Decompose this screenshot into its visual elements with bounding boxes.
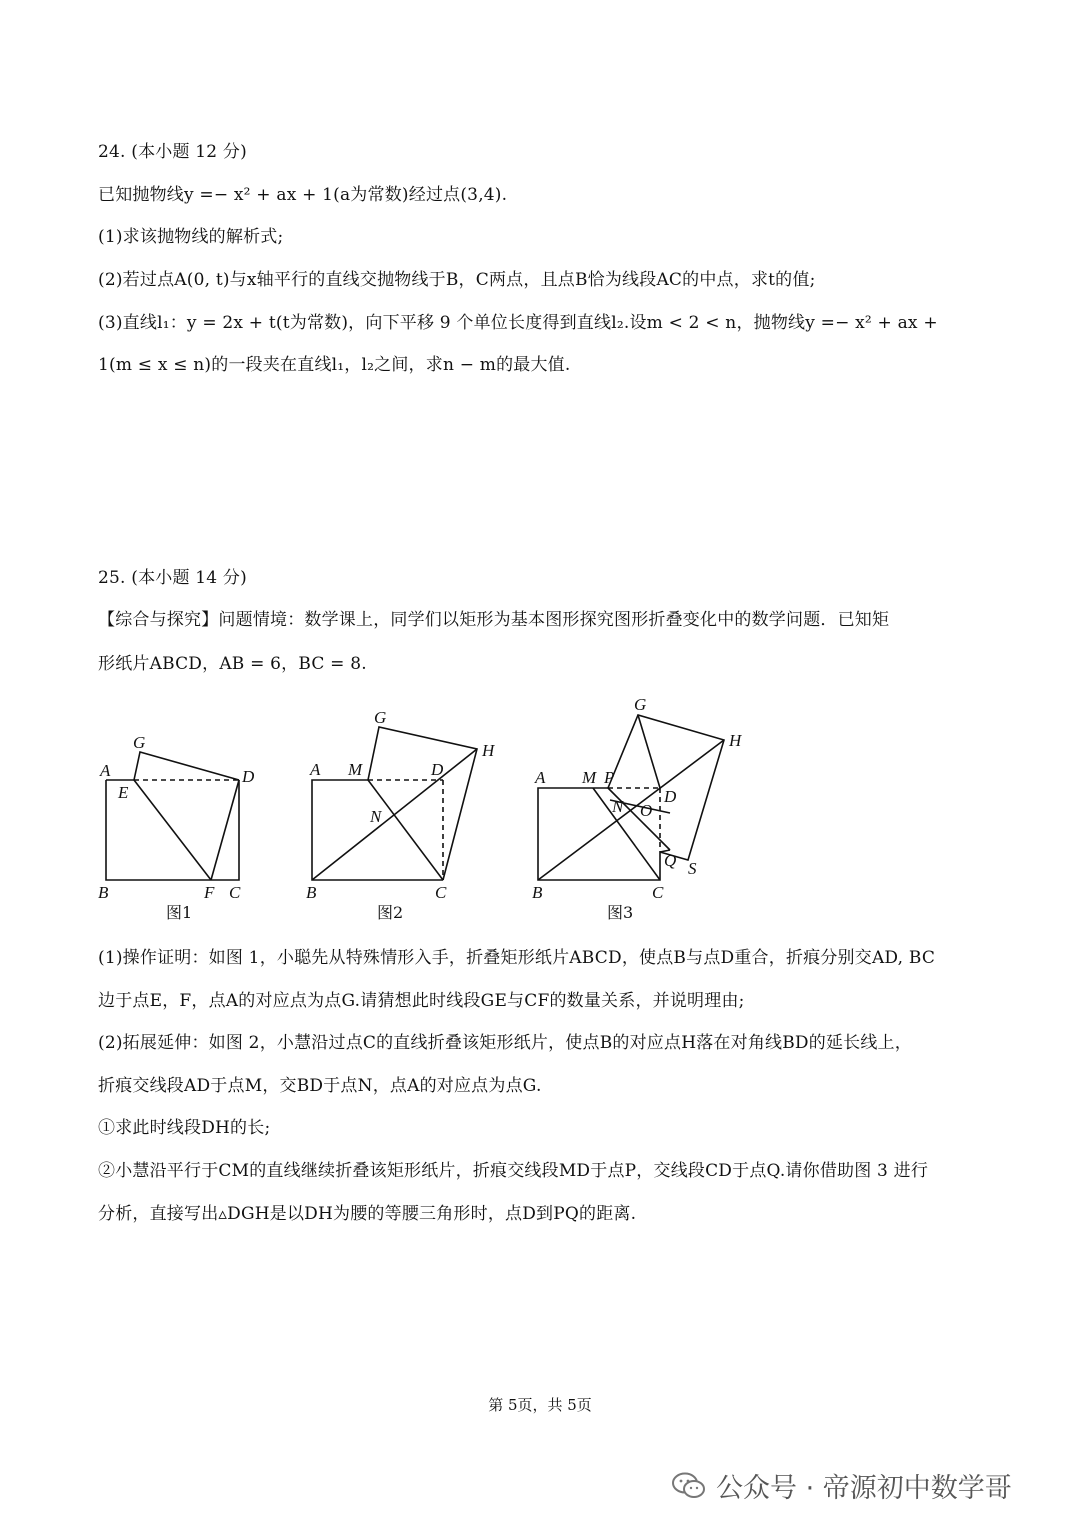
q24-part3-line1: (3)直线l₁：y = 2x + t(t为常数)，向下平移 9 个单位长度得到直线l₂.设m < 2 < n，抛物线y =− x² + ax + — [98, 313, 938, 333]
q25-intro-line2: 形纸片ABCD，AB = 6，BC = 8. — [98, 654, 367, 674]
fig3-label-d: D — [664, 787, 677, 806]
watermark-text: 公众号 · 帝源初中数学哥 — [716, 1473, 1012, 1504]
figure-3 — [538, 715, 724, 880]
q25-part1-line1: (1)操作证明：如图 1，小聪先从特殊情形入手，折叠矩形纸片ABCD，使点B与点D重合，折痕分别交AD, BC — [98, 948, 936, 968]
fig2-label-d: D — [431, 760, 444, 779]
q25-intro-line1: 【综合与探究】问题情境：数学课上，同学们以矩形为基本图形探究图形折叠变化中的数学问题．已知矩 — [98, 610, 890, 630]
q25-part2-sub1: ①求此时线段DH的长; — [98, 1118, 271, 1138]
fig3-label-s: S — [688, 859, 697, 878]
fig2-label-h: H — [482, 741, 495, 760]
q25-part2-line1: (2)拓展延伸：如图 2，小慧沿过点C的直线折叠该矩形纸片，使点B的对应点H落在对角线BD的延长线上， — [98, 1033, 912, 1053]
fig3-label-n: N — [612, 797, 624, 816]
fig3-label-g: G — [634, 695, 647, 714]
fig1-label-e: E — [118, 783, 129, 802]
fig1-label-a: A — [100, 761, 111, 780]
fig2-label-a: A — [310, 760, 321, 779]
wechat-icon — [672, 1472, 706, 1500]
q25-part2-sub2-line1: ②小慧沿平行于CM的直线继续折叠该矩形纸片，折痕交线段MD于点P，交线段CD于点Q.请你借助图 3 进行 — [98, 1161, 929, 1181]
figure-1 — [106, 752, 239, 880]
q25-header: 25. (本小题 14 分) — [98, 568, 247, 588]
fig1-label-c: C — [229, 883, 241, 902]
q25-part2-line2: 折痕交线段AD于点M，交BD于点N，点A的对应点为点G. — [98, 1076, 542, 1096]
fig3-label-p: P — [604, 768, 615, 787]
fig1-label-d: D — [242, 767, 255, 786]
q24-part2: (2)若过点A(0, t)与x轴平行的直线交抛物线于B，C两点，且点B恰为线段AC的中点，求t的值; — [98, 270, 816, 290]
fig2-caption: 图2 — [377, 903, 404, 922]
fig2-label-m: M — [348, 760, 363, 779]
figure-2 — [312, 727, 477, 880]
fig3-label-q: Q — [664, 851, 677, 870]
fig3-label-h: H — [729, 731, 742, 750]
fig1-label-f: F — [204, 883, 215, 902]
fig3-label-c: C — [652, 883, 664, 902]
q24-part1: (1)求该抛物线的解析式; — [98, 227, 284, 247]
q25-part2-sub2-line2: 分析，直接写出▵DGH是以DH为腰的等腰三角形时，点D到PQ的距离. — [98, 1204, 637, 1224]
fig1-label-g: G — [133, 733, 146, 752]
q24-part3-line2: 1(m ≤ x ≤ n)的一段夹在直线l₁，l₂之间，求n − m的最大值. — [98, 355, 571, 375]
fig1-caption: 图1 — [166, 903, 193, 922]
q24-header: 24. (本小题 12 分) — [98, 142, 247, 162]
q24-stem: 已知抛物线y =− x² + ax + 1(a为常数)经过点(3,4). — [98, 185, 508, 205]
figure-row — [0, 690, 1080, 930]
fig2-label-g: G — [374, 708, 387, 727]
watermark — [672, 1466, 1012, 1505]
fig3-caption: 图3 — [607, 903, 634, 922]
fig3-label-m: M — [582, 768, 597, 787]
fig2-label-b: B — [306, 883, 317, 902]
fig2-label-c: C — [435, 883, 447, 902]
q25-part1-line2: 边于点E，F，点A的对应点为点G.请猜想此时线段GE与CF的数量关系，并说明理由; — [98, 991, 745, 1011]
fig1-label-b: B — [98, 883, 109, 902]
fig3-label-a: A — [535, 768, 546, 787]
page-footer: 第 5页，共 5页 — [488, 1396, 592, 1414]
fig2-label-n: N — [370, 807, 382, 826]
fig3-label-b: B — [532, 883, 543, 902]
fig3-label-o: O — [640, 801, 653, 820]
